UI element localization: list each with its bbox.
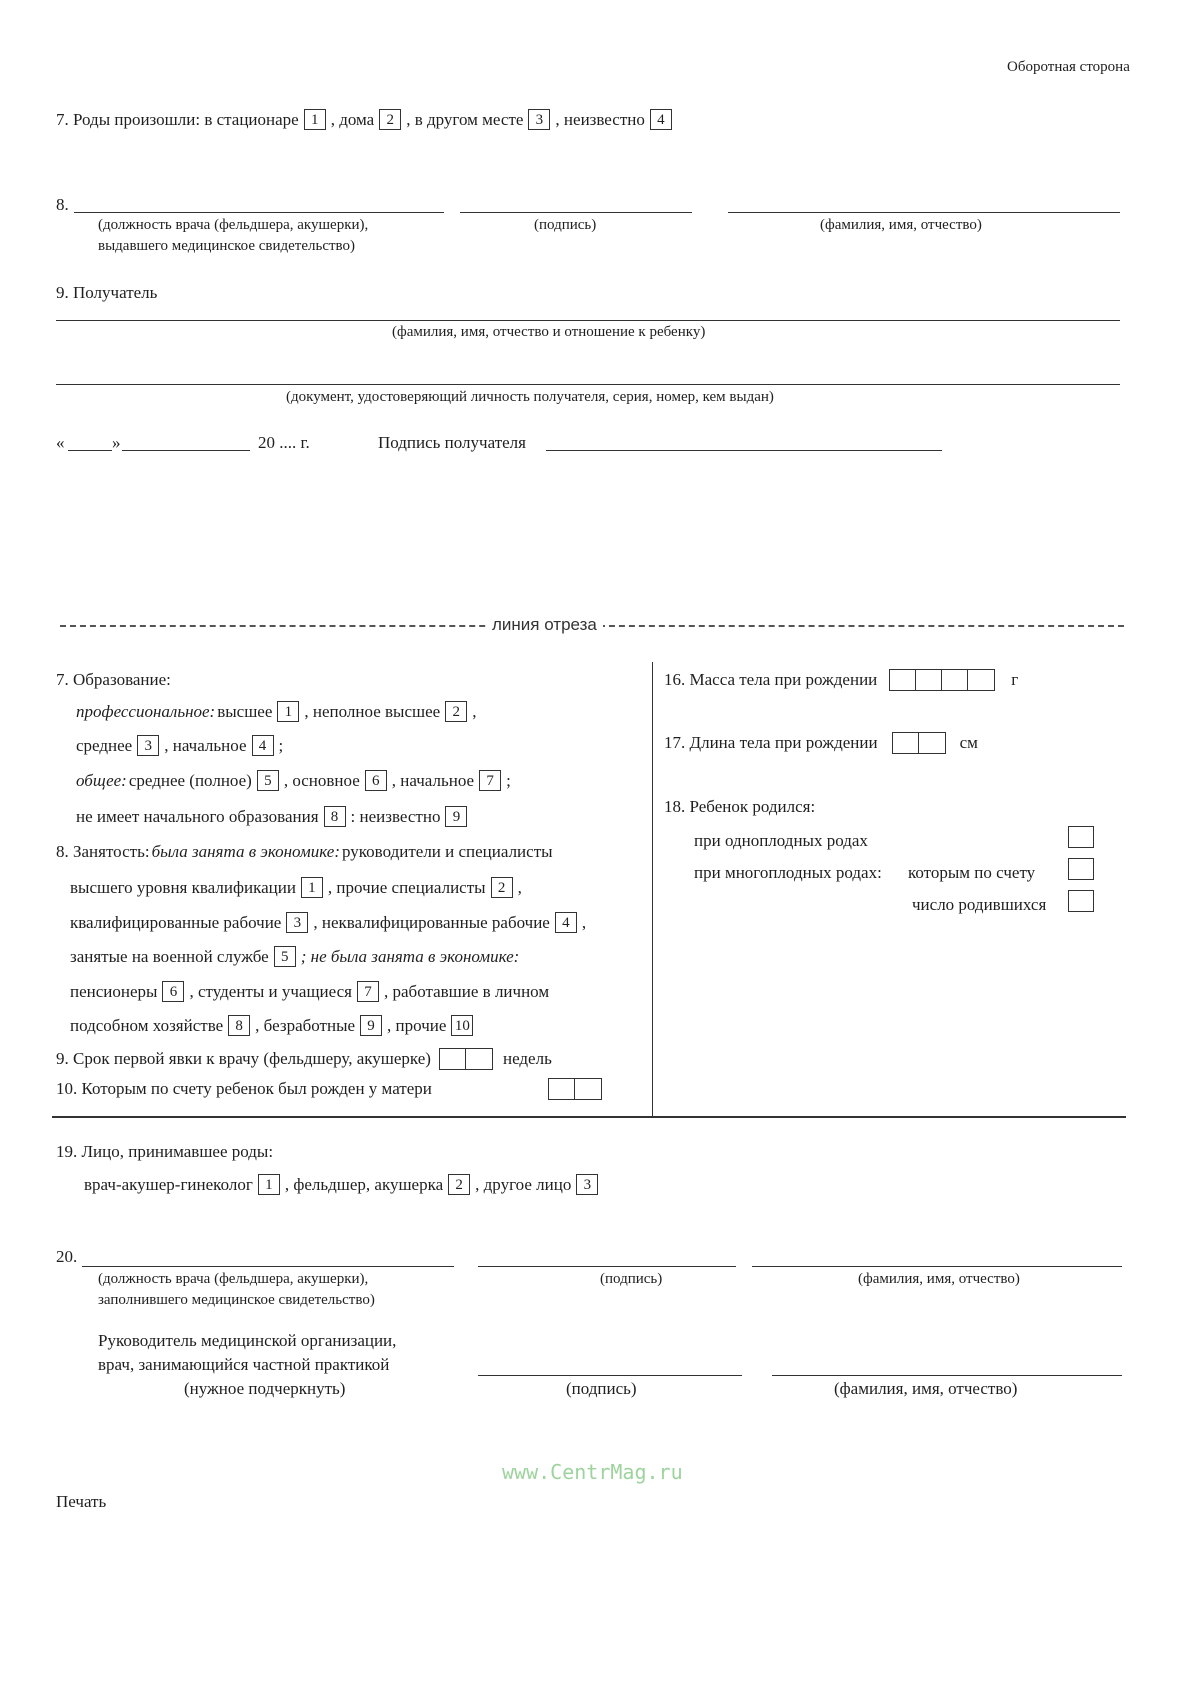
- birth-place-code-3[interactable]: 3: [528, 109, 550, 130]
- filler-position-line[interactable]: [82, 1266, 454, 1267]
- education-code-1[interactable]: 1: [277, 701, 299, 722]
- length-cell[interactable]: [893, 733, 919, 753]
- filler-position-caption-2: заполнившего медицинское свидетельство): [98, 1292, 375, 1308]
- recipient-date-open: «: [56, 433, 65, 452]
- weight-row: [664, 669, 1018, 691]
- employment-row-1: [56, 842, 553, 862]
- length-label: 17. Длина тела при рождении: [664, 733, 878, 752]
- education-code-9[interactable]: 9: [445, 806, 467, 827]
- employment-code-7[interactable]: 7: [357, 981, 379, 1002]
- head-signature-caption: (подпись): [566, 1379, 637, 1398]
- recipient-name-line[interactable]: [56, 320, 1120, 321]
- first-visit-row: [56, 1048, 552, 1070]
- weight-unit: г: [1011, 670, 1019, 689]
- weight-cell[interactable]: [942, 670, 968, 690]
- employment-other-label: , прочие: [387, 1015, 447, 1035]
- employment-unemployed-label: , безработные: [255, 1015, 356, 1035]
- employment-comma-2: ,: [581, 912, 587, 932]
- education-code-8[interactable]: 8: [324, 806, 346, 827]
- employment-not-employed-label: ; не была занята в экономике:: [300, 946, 520, 966]
- cut-line-label: линия отреза: [486, 616, 603, 633]
- first-visit-cells[interactable]: [439, 1048, 493, 1070]
- filler-position-caption-1: (должность врача (фельдшера, акушерки),: [98, 1271, 369, 1287]
- education-code-6[interactable]: 6: [365, 770, 387, 791]
- education-higher-label: высшее: [217, 701, 273, 721]
- issuer-name-line[interactable]: [728, 212, 1120, 213]
- weight-cell[interactable]: [968, 670, 994, 690]
- education-row-3: [76, 770, 511, 791]
- birth-order-cells[interactable]: [548, 1078, 602, 1100]
- education-title: 7. Образование:: [56, 670, 171, 689]
- first-visit-label: 9. Срок первой явки к врачу (фельдшеру, акушерке): [56, 1049, 431, 1068]
- education-primary2-label: , начальное: [391, 770, 475, 790]
- born-count-label: число родившихся: [912, 895, 1047, 914]
- born-order-label: которым по счету: [908, 863, 1036, 882]
- delivered-by-feldsher-label: , фельдшер, акушерка: [284, 1174, 444, 1194]
- employment-high-qual-label: высшего уровня квалификации: [70, 877, 296, 897]
- filler-number: 20.: [56, 1247, 78, 1266]
- recipient-label: 9. Получатель: [56, 283, 158, 302]
- employment-code-9[interactable]: 9: [360, 1015, 382, 1036]
- filler-signature-line[interactable]: [478, 1266, 736, 1267]
- head-name-caption: (фамилия, имя, отчество): [834, 1379, 1018, 1398]
- issuer-signature-line[interactable]: [460, 212, 692, 213]
- education-code-2[interactable]: 2: [445, 701, 467, 722]
- employment-code-8[interactable]: 8: [228, 1015, 250, 1036]
- birth-order-cell[interactable]: [575, 1079, 601, 1099]
- employment-comma-1: ,: [517, 877, 522, 897]
- head-line-2: врач, занимающийся частной практикой: [98, 1355, 390, 1374]
- employment-row-5: [70, 981, 549, 1002]
- section-bottom-line: [52, 1116, 1126, 1118]
- recipient-year: 20 .... г.: [258, 433, 310, 452]
- education-code-3[interactable]: 3: [137, 735, 159, 756]
- delivered-by-obgyn-label: врач-акушер-гинеколог: [84, 1174, 253, 1194]
- issuer-position-line[interactable]: [74, 212, 444, 213]
- recipient-document-line[interactable]: [56, 384, 1120, 385]
- stamp-label: Печать: [56, 1492, 107, 1511]
- recipient-name-caption: (фамилия, имя, отчество и отношение к ребенку): [392, 324, 706, 340]
- first-visit-cell[interactable]: [440, 1049, 466, 1069]
- filler-name-line[interactable]: [752, 1266, 1122, 1267]
- born-multiple-label: при многоплодных родах:: [694, 863, 882, 882]
- issuer-signature-caption: (подпись): [534, 217, 597, 233]
- employment-row-2: [70, 877, 522, 898]
- birth-place-code-4[interactable]: 4: [650, 109, 672, 130]
- birth-order-label: 10. Которым по счету ребенок был рожден у матери: [56, 1079, 432, 1098]
- education-no-primary-label: не имеет начального образования: [76, 806, 319, 826]
- employment-code-5[interactable]: 5: [274, 946, 296, 967]
- employment-subsidiary-label: подсобном хозяйстве: [70, 1015, 224, 1035]
- birth-place-other-label: , в другом месте: [406, 109, 524, 129]
- birth-place-home-label: , дома: [330, 109, 375, 129]
- watermark-text: www.CentrMag.ru: [502, 1460, 683, 1484]
- delivered-by-code-2[interactable]: 2: [448, 1174, 470, 1195]
- weight-label: 16. Масса тела при рождении: [664, 670, 878, 689]
- weight-cell[interactable]: [916, 670, 942, 690]
- employment-title: 8. Занятость:: [56, 842, 150, 861]
- issuer-position-caption-1: (должность врача (фельдшера, акушерки),: [98, 217, 369, 233]
- length-cell[interactable]: [919, 733, 945, 753]
- education-row-1: [76, 701, 476, 722]
- education-general-label: общее:: [76, 770, 127, 790]
- head-signature-line[interactable]: [478, 1375, 742, 1376]
- recipient-signature-line[interactable]: [546, 450, 942, 451]
- recipient-signature-label: Подпись получателя: [378, 433, 526, 452]
- employment-pensioners-label: пенсионеры: [70, 981, 158, 1001]
- education-secondary-label: среднее: [76, 735, 133, 755]
- employment-students-label: , студенты и учащиеся: [189, 981, 352, 1001]
- head-name-line[interactable]: [772, 1375, 1122, 1376]
- employment-code-3[interactable]: 3: [286, 912, 308, 933]
- length-cells[interactable]: [892, 732, 946, 754]
- employment-code-1[interactable]: 1: [301, 877, 323, 898]
- head-line-1: Руководитель медицинской организации,: [98, 1331, 397, 1350]
- delivered-by-other-label: , другое лицо: [475, 1174, 572, 1194]
- education-row-2: [76, 735, 283, 756]
- first-visit-cell[interactable]: [466, 1049, 492, 1069]
- born-title: 18. Ребенок родился:: [664, 797, 816, 816]
- issuer-name-caption: (фамилия, имя, отчество): [820, 217, 982, 233]
- filler-name-caption: (фамилия, имя, отчество): [858, 1271, 1020, 1287]
- born-order-checkbox[interactable]: [1068, 858, 1094, 880]
- birth-place-code-2[interactable]: 2: [379, 109, 401, 130]
- education-semicolon-1: ;: [278, 735, 284, 755]
- recipient-month-line[interactable]: [122, 450, 250, 451]
- education-secondary-full-label: среднее (полное): [128, 770, 252, 790]
- birth-place-row: [56, 109, 675, 130]
- born-count-checkbox[interactable]: [1068, 890, 1094, 912]
- employment-household-label: , работавшие в личном: [384, 981, 550, 1001]
- delivered-by-code-1[interactable]: 1: [258, 1174, 280, 1195]
- employment-code-10[interactable]: 10: [451, 1015, 473, 1036]
- employment-row-3: [70, 912, 586, 933]
- education-code-5[interactable]: 5: [257, 770, 279, 791]
- side-label: Оборотная сторона: [1007, 59, 1130, 75]
- born-single-label: при одноплодных родах: [694, 831, 868, 850]
- issuer-number: 8.: [56, 195, 69, 214]
- employment-row-4: [70, 946, 519, 967]
- education-professional-label: профессиональное:: [76, 701, 216, 721]
- delivered-by-title: 19. Лицо, принимавшее роды:: [56, 1142, 274, 1161]
- employment-military-label: занятые на военной службе: [70, 946, 269, 966]
- head-line-3: (нужное подчеркнуть): [184, 1379, 346, 1398]
- recipient-day-line[interactable]: [68, 450, 112, 451]
- employment-employed-label: была занята в экономике:: [151, 842, 340, 861]
- birth-place-unknown-label: , неизвестно: [555, 109, 645, 129]
- birth-order-cell[interactable]: [549, 1079, 575, 1099]
- first-visit-unit: недель: [502, 1049, 552, 1068]
- education-code-7[interactable]: 7: [479, 770, 501, 791]
- employment-code-2[interactable]: 2: [491, 877, 513, 898]
- recipient-document-caption: (документ, удостоверяющий личность получателя, серия, номер, кем выдан): [286, 389, 774, 405]
- employment-code-6[interactable]: 6: [162, 981, 184, 1002]
- education-incomplete-higher-label: , неполное высшее: [304, 701, 441, 721]
- weight-cells[interactable]: [889, 669, 995, 691]
- education-unknown-label: : неизвестно: [350, 806, 441, 826]
- birth-place-code-1[interactable]: 1: [304, 109, 326, 130]
- employment-other-spec-label: , прочие специалисты: [327, 877, 486, 897]
- weight-cell[interactable]: [890, 670, 916, 690]
- delivered-by-row: [84, 1174, 601, 1195]
- employment-unqualified-label: , неквалифицированные рабочие: [313, 912, 550, 932]
- education-semicolon-2: ;: [506, 770, 511, 790]
- birth-place-label: 7. Роды произошли: в стационаре: [56, 109, 299, 129]
- issuer-position-caption-2: выдавшего медицинское свидетельство): [98, 238, 356, 254]
- employment-managers-label: руководители и специалисты: [342, 842, 553, 861]
- filler-signature-caption: (подпись): [600, 1271, 663, 1287]
- education-primary-label: , начальное: [164, 735, 247, 755]
- employment-qualified-label: квалифицированные рабочие: [70, 912, 282, 932]
- delivered-by-code-3[interactable]: 3: [576, 1174, 598, 1195]
- employment-row-6: [70, 1015, 476, 1036]
- recipient-date-close: »: [112, 433, 121, 452]
- column-divider: [652, 662, 653, 1117]
- length-row: [664, 732, 978, 754]
- education-comma-1: ,: [472, 701, 477, 721]
- length-unit: см: [959, 733, 978, 752]
- education-code-4[interactable]: 4: [252, 735, 274, 756]
- employment-code-4[interactable]: 4: [555, 912, 577, 933]
- education-basic-label: , основное: [283, 770, 360, 790]
- born-single-checkbox[interactable]: [1068, 826, 1094, 848]
- education-row-4: [76, 806, 470, 827]
